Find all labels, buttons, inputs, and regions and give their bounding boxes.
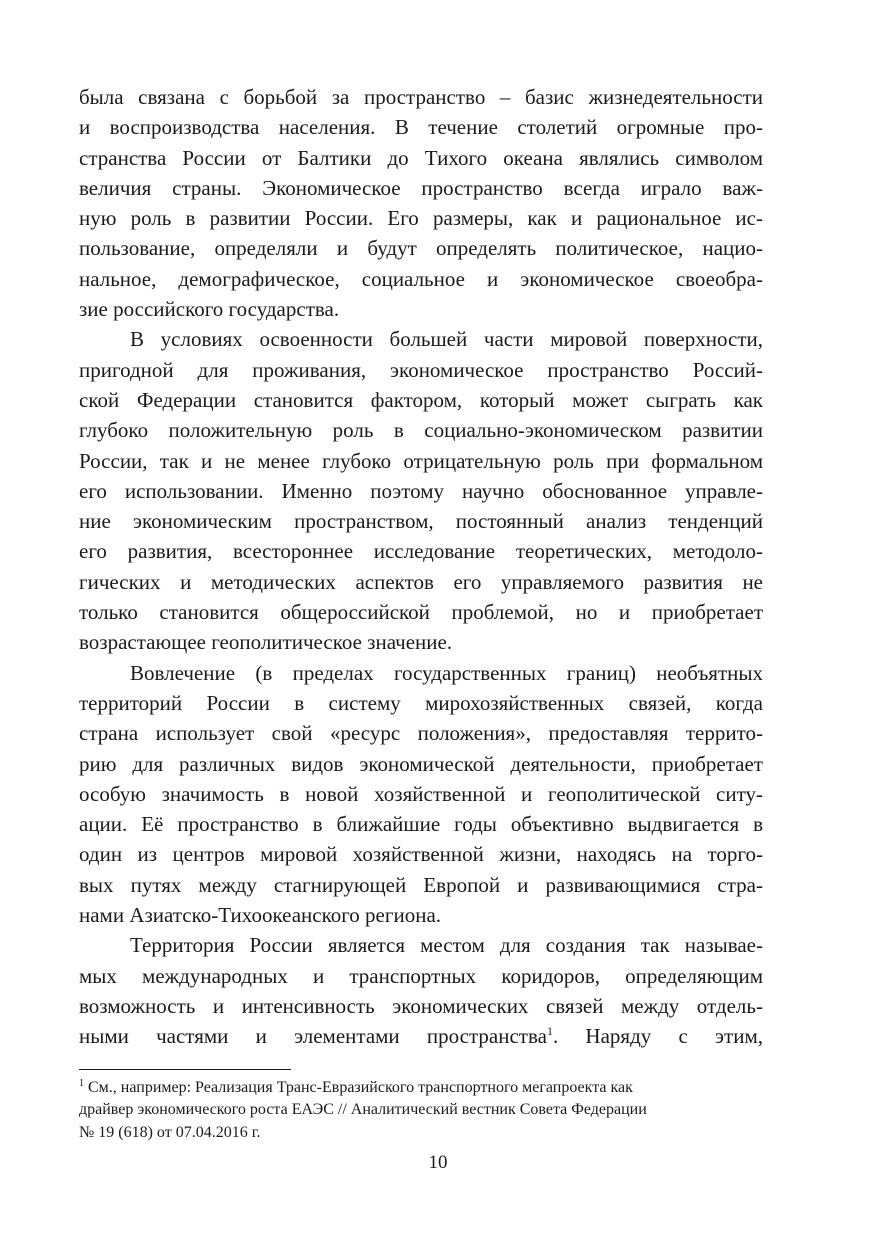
p1-line-7: нальное, демографическое, социальное и экономическое своеобра- (79, 266, 763, 291)
p4-line-4-text-before: ными частями и элементами пространства (79, 1024, 547, 1049)
footnote-reference[interactable]: 1 (546, 1024, 553, 1039)
p1-line-3: странства России от Балтики до Тихого океана являлись символом (79, 145, 763, 170)
p4-line-1: Территория России является местом для создания так называе- (130, 933, 763, 958)
footnote-line-1-text: См., например: Реализация Транс-Евразийского транспортного мегапроекта как (88, 1079, 633, 1096)
p3-line-7: один из центров мировой хозяйственной жизни, находясь на торго- (79, 842, 763, 867)
p2-line-8: его развития, всестороннее исследование теоретических, методоло- (79, 539, 763, 564)
p2-line-7: ние экономическим пространством, постоянный анализ тенденций (79, 509, 763, 534)
p4-line-4-text-after: . Наряду с этим, (552, 1024, 764, 1049)
p4-line-2: мых международных и транспортных коридоров, определяющим (79, 963, 763, 988)
footnote-separator (79, 1069, 291, 1070)
footnote-marker: 1 (79, 1078, 84, 1089)
p2-line-11: возрастающее геополитическое значение. (79, 630, 453, 655)
p1-line-1: была связана с борьбой за пространство – базис жизнедеятельности (79, 85, 763, 109)
p3-line-5: особую значимость в новой хозяйственной и геополитической ситу- (79, 781, 763, 806)
p1-line-5: ную роль в развитии России. Его размеры, как и рациональное ис- (79, 206, 763, 231)
p2-line-6: его использовании. Именно поэтому научно обоснованное управле- (79, 478, 763, 503)
footnote-line-2: драйвер экономического роста ЕАЭС // Аналитический вестник Совета Федерации (79, 1101, 647, 1119)
p2-line-9: гических и методических аспектов его управляемого развития не (79, 569, 763, 594)
p3-line-9: нами Азиатско-Тихоокеанского региона. (79, 903, 442, 928)
footnote-line-1 (79, 1077, 763, 1099)
p3-line-3: страна использует свой «ресурс положения», предоставляя террито- (79, 721, 763, 746)
p1-line-8: зие российского государства. (79, 297, 340, 322)
p2-line-2: пригодной для проживания, экономическое пространство Россий- (79, 357, 763, 382)
p2-line-3: ской Федерации становится фактором, который может сыграть как (79, 387, 763, 412)
footnote (79, 1077, 763, 1144)
p3-line-6: ации. Её пространство в ближайшие годы объективно выдвигается в (79, 812, 763, 837)
p1-line-2: и воспроизводства населения. В течение столетий огромные про- (79, 115, 763, 140)
footnote-line-3: № 19 (618) от 07.04.2016 г. (79, 1123, 261, 1141)
p2-line-4: глубоко положительную роль в социально-экономическом развитии (79, 418, 763, 443)
p2-line-1: В условиях освоенности большей части мировой поверхности, (130, 327, 763, 352)
body-text (79, 82, 763, 1052)
p1-line-6: пользование, определяли и будут определять политическое, нацио- (79, 236, 763, 261)
p3-line-1: Вовлечение (в пределах государственных границ) необъятных (130, 660, 763, 685)
p4-line-4 (79, 1021, 763, 1051)
p3-line-4: рию для различных видов экономической деятельности, приобретает (79, 751, 763, 776)
p3-line-2: территорий России в систему мирохозяйственных связей, когда (79, 690, 763, 715)
p1-line-4: величия страны. Экономическое пространство всегда играло важ- (79, 175, 763, 200)
p2-line-10: только становится общероссийской проблемой, но и приобретает (79, 600, 763, 625)
p2-line-5: России, так и не менее глубоко отрицательную роль при формальном (79, 448, 763, 473)
page-number: 10 (428, 1152, 448, 1173)
p4-line-3: возможность и интенсивность экономических связей между отдель- (79, 993, 763, 1018)
p3-line-8: вых путях между стагнирующей Европой и развивающимися стра- (79, 872, 763, 897)
